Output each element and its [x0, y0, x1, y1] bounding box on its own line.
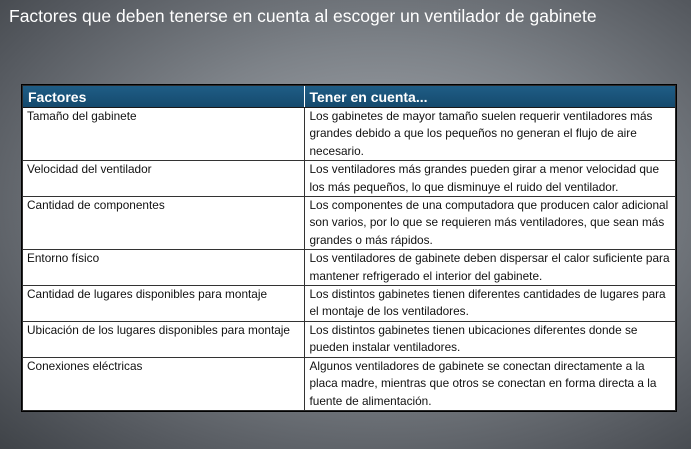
header-considerations: Tener en cuenta... — [304, 86, 675, 108]
consideration-cell: Los gabinetes de mayor tamaño suelen requerir ventiladores más grandes debido a que los pequeños no generan el flujo de aire necesario. — [304, 108, 675, 161]
consideration-cell: Los ventiladores más grandes pueden girar a menor velocidad que los más pequeños, lo que disminuye el ruido del ventilador. — [304, 161, 675, 197]
table-row — [23, 250, 675, 286]
table-row — [23, 286, 675, 322]
factor-cell: Cantidad de lugares disponibles para montaje — [23, 286, 304, 322]
factor-cell: Ubicación de los lugares disponibles para montaje — [23, 321, 304, 357]
factor-cell: Entorno físico — [23, 250, 304, 286]
table-header-row — [23, 86, 675, 108]
factor-cell: Cantidad de componentes — [23, 197, 304, 250]
slide-title: Factores que deben tenerse en cuenta al escoger un ventilador de gabinete — [9, 6, 597, 26]
table-row — [23, 197, 675, 250]
factor-cell: Conexiones eléctricas — [23, 357, 304, 410]
table-row — [23, 321, 675, 357]
factors-table — [23, 86, 675, 410]
consideration-cell: Los ventiladores de gabinete deben dispersar el calor suficiente para mantener refrigerado el interior del gabinete. — [304, 250, 675, 286]
factors-table-container — [22, 85, 676, 411]
consideration-cell: Los distintos gabinetes tienen diferentes cantidades de lugares para el montaje de los ventiladores. — [304, 286, 675, 322]
table-row — [23, 161, 675, 197]
factor-cell: Velocidad del ventilador — [23, 161, 304, 197]
factor-cell: Tamaño del gabinete — [23, 108, 304, 161]
header-factors: Factores — [23, 86, 304, 108]
consideration-cell: Los distintos gabinetes tienen ubicaciones diferentes donde se pueden instalar ventiladores. — [304, 321, 675, 357]
table-row — [23, 108, 675, 161]
table-row — [23, 357, 675, 410]
consideration-cell: Algunos ventiladores de gabinete se conectan directamente a la placa madre, mientras que otros se conectan en forma directa a la fuente de alimentación. — [309, 358, 657, 408]
consideration-cell: Los componentes de una computadora que producen calor adicional son varios, por lo que se requieren más ventiladores, que sean más grandes o más rápidos. — [304, 197, 675, 250]
